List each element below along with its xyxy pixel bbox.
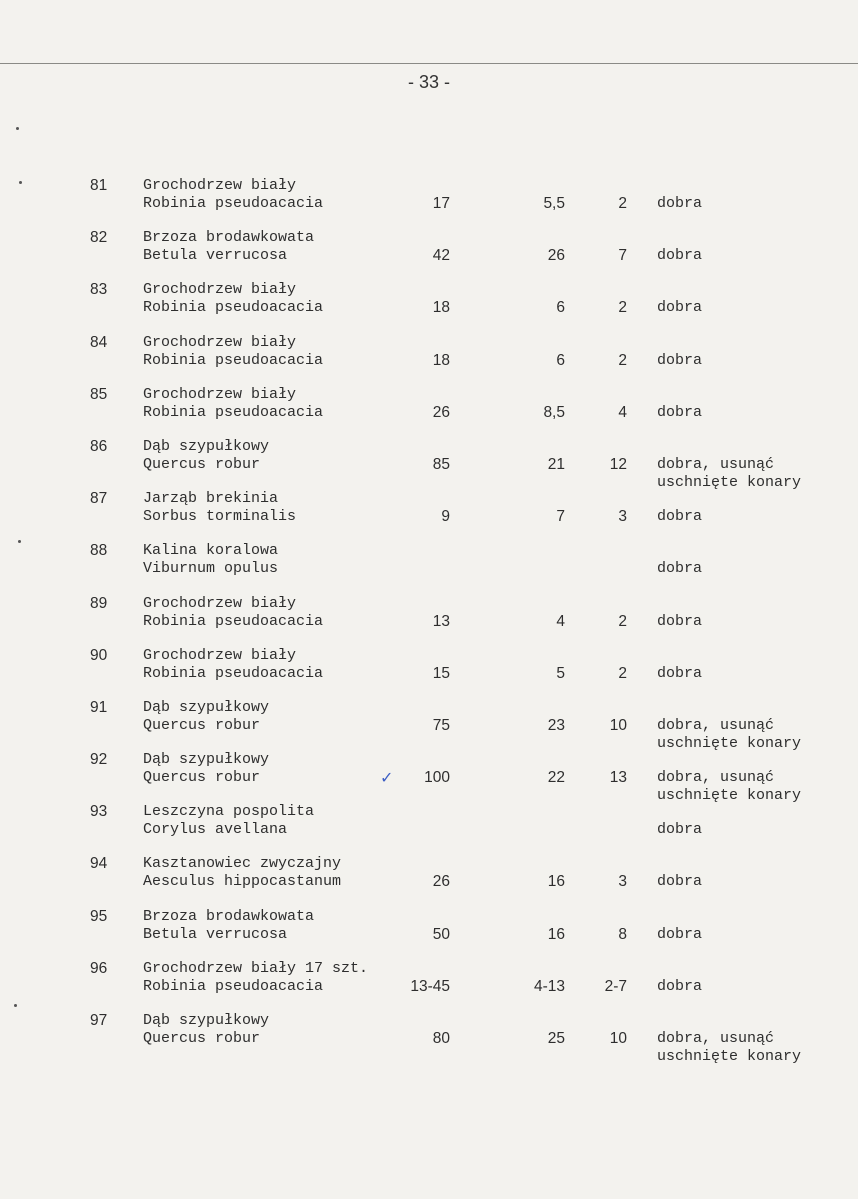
table-row bbox=[0, 1010, 858, 1065]
trunk-circumference: 17 bbox=[432, 195, 450, 212]
polish-name: Dąb szypułkowy bbox=[143, 751, 270, 769]
row-number: 92 bbox=[90, 751, 108, 769]
table-row bbox=[0, 853, 858, 905]
tree-height: 26 bbox=[547, 247, 565, 265]
top-rule bbox=[0, 63, 858, 64]
latin-name: Quercus robur bbox=[143, 1030, 261, 1047]
trunk-circumference: 50 bbox=[432, 925, 450, 943]
trunk-circumference: 80 bbox=[432, 1030, 450, 1047]
row-number: 88 bbox=[90, 542, 108, 560]
row-number: 95 bbox=[90, 907, 108, 925]
table-row bbox=[0, 332, 858, 384]
tree-height: 6 bbox=[556, 351, 565, 369]
polish-name: Dąb szypułkowy bbox=[143, 698, 270, 716]
tree-height: 5 bbox=[556, 664, 565, 682]
latin-name: Robinia pseudoacacia bbox=[143, 403, 324, 421]
page-number: - 33 - bbox=[407, 72, 450, 92]
polish-name: Brzoza brodawkowata bbox=[143, 229, 315, 247]
condition: dobra bbox=[657, 247, 703, 265]
crown-width: 3 bbox=[618, 508, 627, 526]
tree-height: 6 bbox=[556, 299, 565, 317]
latin-name: Quercus robur bbox=[143, 716, 261, 734]
row-number: 81 bbox=[90, 177, 108, 194]
tree-height: 22 bbox=[547, 769, 565, 787]
latin-name: Robinia pseudoacacia bbox=[143, 612, 324, 630]
condition: dobra, usunąć bbox=[657, 455, 775, 473]
condition: dobra bbox=[657, 195, 703, 212]
row-number: 87 bbox=[90, 490, 108, 508]
condition: dobra bbox=[657, 560, 703, 578]
polish-name: Grochodrzew biały bbox=[143, 281, 297, 299]
trunk-circumference: 13-45 bbox=[410, 977, 450, 995]
trunk-circumference: 13 bbox=[432, 612, 450, 630]
row-number: 82 bbox=[90, 229, 108, 247]
polish-name: Kalina koralowa bbox=[143, 542, 279, 560]
polish-name: Dąb szypułkowy bbox=[143, 1012, 270, 1029]
condition: dobra bbox=[657, 508, 703, 526]
polish-name: Leszczyna pospolita bbox=[143, 803, 315, 821]
trunk-circumference: 26 bbox=[432, 403, 450, 421]
table-row bbox=[0, 593, 858, 645]
table-row bbox=[0, 749, 858, 805]
table-row bbox=[0, 279, 858, 331]
condition: dobra, usunąć bbox=[657, 769, 775, 787]
crown-width: 2 bbox=[618, 299, 627, 317]
condition: dobra bbox=[657, 299, 703, 317]
row-number: 96 bbox=[90, 959, 108, 977]
crown-width: 3 bbox=[618, 873, 627, 891]
condition: dobra bbox=[657, 821, 703, 839]
trunk-circumference: 26 bbox=[432, 873, 450, 891]
crown-width: 2 bbox=[618, 351, 627, 369]
tree-height: 16 bbox=[547, 873, 565, 891]
latin-name: Sorbus torminalis bbox=[143, 508, 297, 526]
polish-name: Grochodrzew biały bbox=[143, 646, 297, 664]
crown-width: 10 bbox=[609, 1030, 627, 1047]
row-number: 97 bbox=[90, 1012, 108, 1029]
trunk-circumference: 85 bbox=[432, 455, 450, 473]
latin-name: Viburnum opulus bbox=[143, 560, 279, 578]
latin-name: Quercus robur bbox=[143, 769, 261, 787]
latin-name: Aesculus hippocastanum bbox=[143, 873, 342, 891]
latin-name: Robinia pseudoacacia bbox=[143, 351, 324, 369]
condition: dobra bbox=[657, 403, 703, 421]
condition: dobra bbox=[657, 873, 703, 891]
crown-width: 13 bbox=[609, 769, 627, 787]
condition-note: uschnięte konary bbox=[657, 473, 802, 491]
crown-width: 2 bbox=[618, 612, 627, 630]
latin-name: Betula verrucosa bbox=[143, 247, 288, 265]
trunk-circumference: 100 bbox=[424, 769, 450, 787]
condition: dobra bbox=[657, 664, 703, 682]
row-number: 94 bbox=[90, 855, 108, 873]
trunk-circumference: 18 bbox=[432, 351, 450, 369]
row-number: 91 bbox=[90, 698, 108, 716]
table-row bbox=[0, 697, 858, 752]
latin-name: Robinia pseudoacacia bbox=[143, 195, 324, 212]
tree-height: 16 bbox=[547, 925, 565, 943]
polish-name: Jarząb brekinia bbox=[143, 490, 279, 508]
polish-name: Grochodrzew biały bbox=[143, 385, 297, 403]
paper-speck bbox=[16, 127, 19, 130]
trunk-circumference: 9 bbox=[441, 508, 450, 526]
tree-height: 8,5 bbox=[543, 403, 565, 421]
crown-width: 10 bbox=[609, 716, 627, 734]
tree-height: 4-13 bbox=[533, 977, 565, 995]
tree-height: 23 bbox=[547, 716, 565, 734]
row-number: 90 bbox=[90, 646, 108, 664]
trunk-circumference: 15 bbox=[432, 664, 450, 682]
table-row bbox=[0, 645, 858, 697]
condition-note: uschnięte konary bbox=[657, 787, 802, 805]
condition: dobra bbox=[657, 925, 703, 943]
row-number: 86 bbox=[90, 437, 108, 455]
condition: dobra bbox=[657, 351, 703, 369]
polish-name: Grochodrzew biały bbox=[143, 594, 297, 612]
row-number: 89 bbox=[90, 594, 108, 612]
polish-name: Dąb szypułkowy bbox=[143, 437, 270, 455]
tree-height: 7 bbox=[556, 508, 565, 526]
trunk-circumference: 18 bbox=[432, 299, 450, 317]
tree-height: 4 bbox=[556, 612, 565, 630]
latin-name: Corylus avellana bbox=[143, 821, 288, 839]
tree-inventory-table bbox=[0, 175, 858, 1065]
tree-height: 21 bbox=[547, 455, 565, 473]
condition: dobra, usunąć bbox=[657, 1030, 775, 1047]
polish-name: Grochodrzew biały bbox=[143, 333, 297, 351]
crown-width: 12 bbox=[609, 455, 627, 473]
polish-name: Kasztanowiec zwyczajny bbox=[143, 855, 342, 873]
crown-width: 2 bbox=[618, 664, 627, 682]
table-row bbox=[0, 227, 858, 279]
table-row bbox=[0, 906, 858, 958]
polish-name: Grochodrzew biały 17 szt. bbox=[143, 959, 369, 977]
condition-note: uschnięte konary bbox=[657, 734, 802, 752]
table-row bbox=[0, 488, 858, 540]
latin-name: Betula verrucosa bbox=[143, 925, 288, 943]
table-row bbox=[0, 958, 858, 1010]
latin-name: Robinia pseudoacacia bbox=[143, 664, 324, 682]
crown-width: 2 bbox=[618, 195, 627, 212]
crown-width: 7 bbox=[618, 247, 627, 265]
latin-name: Robinia pseudoacacia bbox=[143, 977, 324, 995]
condition: dobra bbox=[657, 612, 703, 630]
tree-height: 25 bbox=[547, 1030, 565, 1047]
row-number: 93 bbox=[90, 803, 108, 821]
condition: dobra bbox=[657, 977, 703, 995]
latin-name: Quercus robur bbox=[143, 455, 261, 473]
trunk-circumference: 75 bbox=[432, 716, 450, 734]
table-row bbox=[0, 436, 858, 491]
crown-width: 8 bbox=[618, 925, 627, 943]
row-number: 85 bbox=[90, 385, 108, 403]
table-row bbox=[0, 801, 858, 853]
tree-height: 5,5 bbox=[543, 195, 565, 212]
condition: dobra, usunąć bbox=[657, 716, 775, 734]
latin-name: Robinia pseudoacacia bbox=[143, 299, 324, 317]
table-row bbox=[0, 540, 858, 592]
row-number: 83 bbox=[90, 281, 108, 299]
row-number: 84 bbox=[90, 333, 108, 351]
handwritten-check-mark: ✓ bbox=[380, 768, 394, 788]
crown-width: 2-7 bbox=[604, 977, 627, 995]
crown-width: 4 bbox=[618, 403, 627, 421]
table-row bbox=[0, 384, 858, 436]
trunk-circumference: 42 bbox=[432, 247, 450, 265]
polish-name: Grochodrzew biały bbox=[143, 177, 297, 194]
table-row bbox=[0, 175, 858, 227]
condition-note: uschnięte konary bbox=[657, 1048, 802, 1065]
polish-name: Brzoza brodawkowata bbox=[143, 907, 315, 925]
